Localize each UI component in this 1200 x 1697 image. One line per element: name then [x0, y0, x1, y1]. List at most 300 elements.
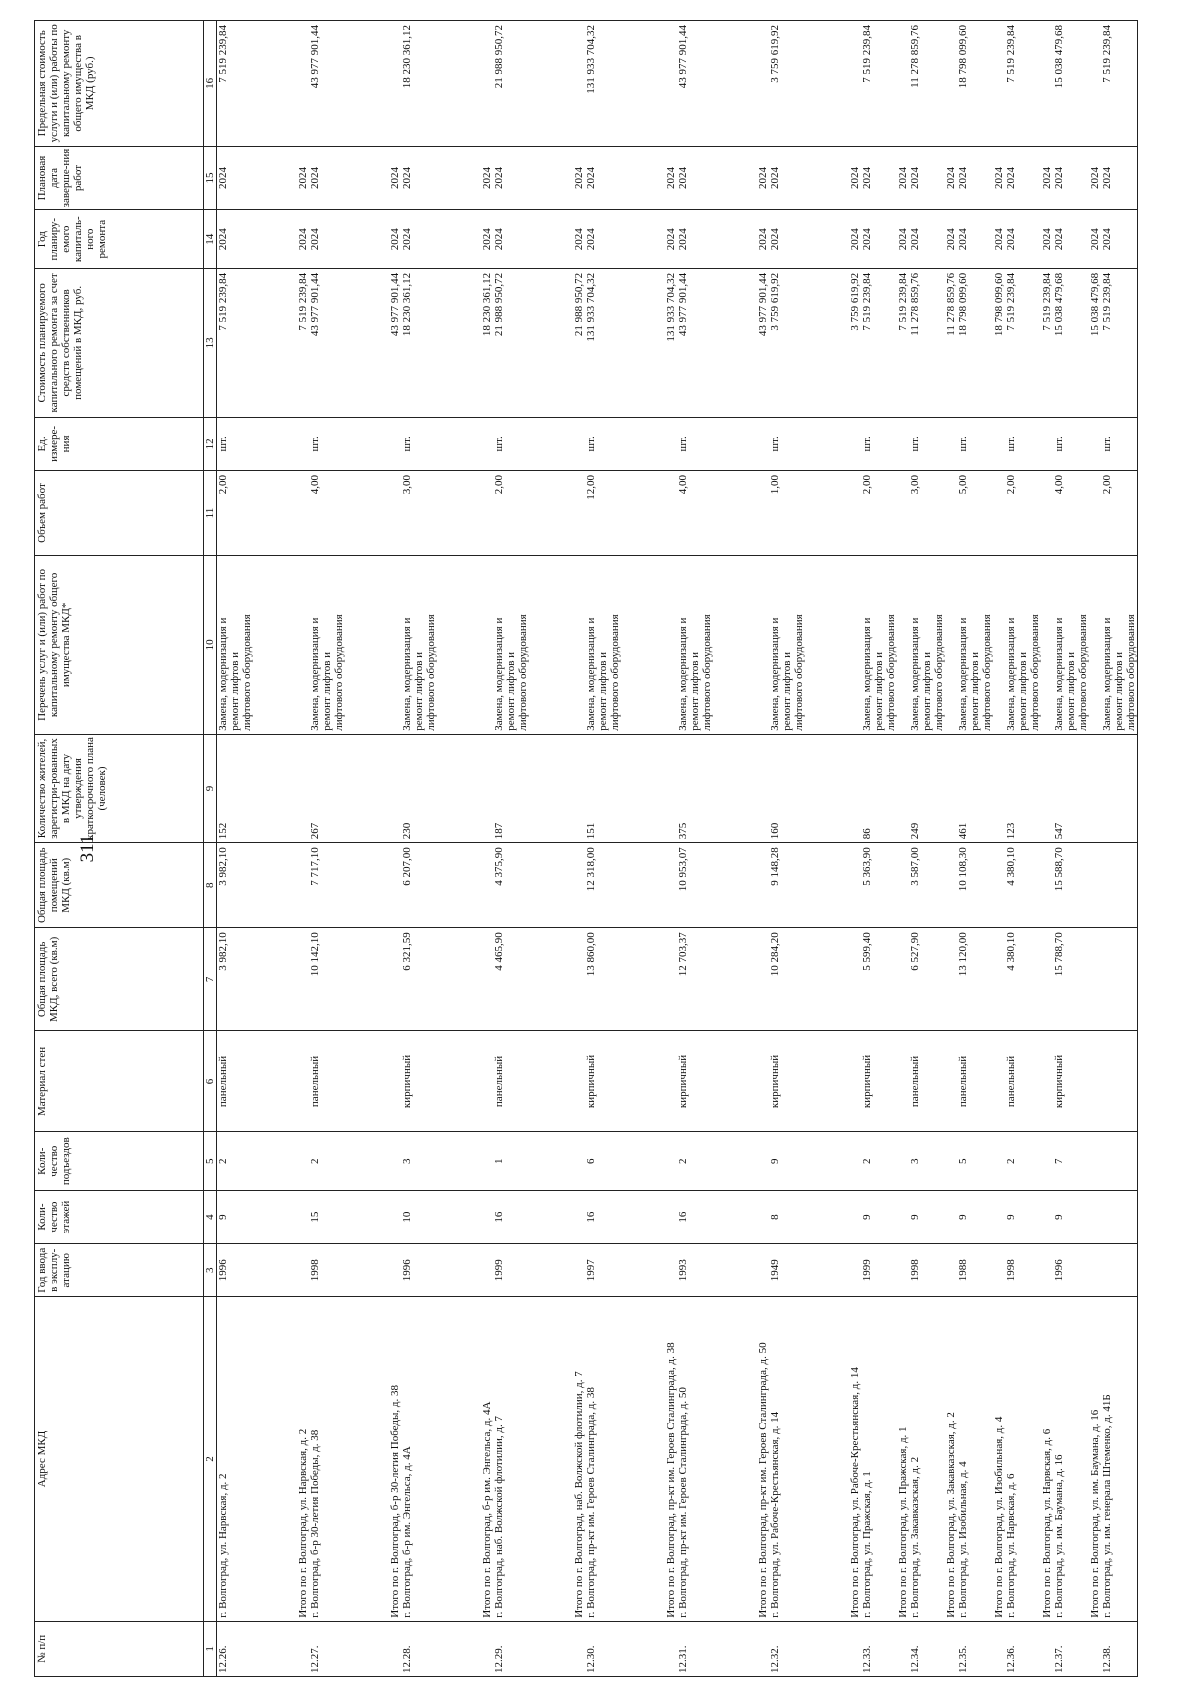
max-cost-cell [1089, 21, 1101, 147]
address-cell [437, 1297, 481, 1621]
cost-cell: 43 977 901,44 [677, 268, 689, 417]
total-area-cell [969, 928, 981, 1031]
work-volume-cell [701, 470, 713, 555]
entrances-cell [481, 1132, 493, 1190]
unit-cell [597, 417, 609, 470]
table-subrow [933, 21, 945, 1677]
wall-material-cell [425, 1031, 437, 1132]
year-cell [713, 1244, 757, 1297]
floors-cell [1017, 1190, 1029, 1243]
cost-cell [933, 268, 945, 417]
repair-year-cell [713, 210, 757, 268]
total-area-cell: 3 982,10 [217, 928, 230, 1031]
entrances-cell [1065, 1132, 1077, 1190]
wall-material-cell [505, 1031, 517, 1132]
total-area-cell [297, 928, 309, 1031]
wall-material-cell [793, 1031, 805, 1132]
completion-year-cell: 2024 [993, 146, 1005, 210]
work-description-cell [437, 556, 481, 735]
total-area-cell [793, 928, 805, 1031]
column-number: 7 [204, 928, 217, 1031]
cost-cell [1065, 268, 1077, 417]
residents-cell [793, 734, 805, 842]
max-cost-cell [241, 21, 253, 147]
table-row [861, 21, 873, 1677]
max-cost-cell [481, 21, 493, 147]
work-volume-cell [969, 470, 981, 555]
work-volume-cell: 12,00 [585, 470, 597, 555]
address-cell [345, 1297, 389, 1621]
work-volume-cell [425, 470, 437, 555]
work-volume-cell: 2,00 [1005, 470, 1017, 555]
wall-material-cell: кирпичный [401, 1031, 413, 1132]
floors-cell: 16 [493, 1190, 505, 1243]
cost-cell [873, 268, 885, 417]
repair-year-cell: 2024 [585, 210, 597, 268]
address-cell [1065, 1297, 1077, 1621]
work-volume-cell [805, 470, 849, 555]
max-cost-cell [437, 21, 481, 147]
total-area-cell: 5 599,40 [861, 928, 873, 1031]
completion-year-cell: 2024 [757, 146, 769, 210]
spacer-row [805, 21, 849, 1677]
address-cell [885, 1297, 897, 1621]
unit-cell: шт. [493, 417, 505, 470]
column-header: Коли-чество этажей [35, 1190, 204, 1243]
unit-cell [481, 417, 493, 470]
wall-material-cell [993, 1031, 1005, 1132]
work-description-cell: лифтового оборудования [981, 556, 993, 735]
address-cell: Итого по г. Волгоград, ул. Изобильная, д. 4 [993, 1297, 1005, 1621]
total-area-cell [689, 928, 701, 1031]
entrances-cell [873, 1132, 885, 1190]
wall-material-cell: кирпичный [769, 1031, 781, 1132]
repair-year-cell: 2024 [849, 210, 861, 268]
repair-year-cell [517, 210, 529, 268]
work-description-cell: лифтового оборудования [1125, 556, 1138, 735]
repair-year-cell [981, 210, 993, 268]
cost-cell [425, 268, 437, 417]
total-area-cell [1065, 928, 1077, 1031]
column-header: Стоимость планируемого капитального ремонта за счет средств собственников помещений в МКД, руб. [35, 268, 204, 417]
max-cost-cell [297, 21, 309, 147]
unit-cell [993, 417, 1005, 470]
cost-cell [413, 268, 425, 417]
floors-cell: 16 [677, 1190, 689, 1243]
unit-cell [713, 417, 757, 470]
address-cell [597, 1297, 609, 1621]
premises-area-cell [849, 843, 861, 928]
column-number: 5 [204, 1132, 217, 1190]
address-cell: г. Волгоград, ул. Нарвская, д. 2 [217, 1297, 230, 1621]
premises-area-cell [229, 843, 241, 928]
floors-cell [805, 1190, 849, 1243]
floors-cell [689, 1190, 701, 1243]
unit-cell: шт. [309, 417, 321, 470]
cost-cell: 7 519 239,84 [297, 268, 309, 417]
year-cell [701, 1244, 713, 1297]
unit-cell [1017, 417, 1029, 470]
work-description-cell [665, 556, 677, 735]
entrances-cell [297, 1132, 309, 1190]
address-cell: г. Волгоград, пр-кт им. Героев Сталинграда, д. 50 [677, 1297, 689, 1621]
completion-year-cell: 2024 [217, 146, 230, 210]
row-number [437, 1621, 481, 1676]
completion-year-cell: 2024 [897, 146, 909, 210]
work-volume-cell [1065, 470, 1077, 555]
column-header: Адрес МКД [35, 1297, 204, 1621]
address-cell: г. Волгоград, ул. Закавказская, д. 2 [909, 1297, 921, 1621]
row-number [229, 1621, 241, 1676]
row-number [993, 1621, 1005, 1676]
entrances-cell [969, 1132, 981, 1190]
repair-year-cell: 2024 [309, 210, 321, 268]
max-cost-cell: 7 519 239,84 [1101, 21, 1113, 147]
premises-area-cell [969, 843, 981, 928]
work-description-cell: ремонт лифтов и [413, 556, 425, 735]
address-cell [1077, 1297, 1089, 1621]
repair-year-cell: 2024 [677, 210, 689, 268]
max-cost-cell [345, 21, 389, 147]
completion-year-cell [921, 146, 933, 210]
unit-cell [1089, 417, 1101, 470]
floors-cell [921, 1190, 933, 1243]
column-header: Перечень услуг и (или) работ по капитальному ремонту общего имущества МКД* [35, 556, 204, 735]
cost-cell [529, 268, 573, 417]
row-number [689, 1621, 701, 1676]
premises-area-cell [945, 843, 957, 928]
floors-cell [1077, 1190, 1089, 1243]
residents-cell [1065, 734, 1077, 842]
total-area-cell [781, 928, 793, 1031]
residents-cell [981, 734, 993, 842]
cost-cell: 131 933 704,32 [585, 268, 597, 417]
residents-cell [897, 734, 909, 842]
wall-material-cell [805, 1031, 849, 1132]
work-description-cell [993, 556, 1005, 735]
table-subrow [897, 21, 909, 1677]
work-description-cell [897, 556, 909, 735]
wall-material-cell [437, 1031, 481, 1132]
cost-cell [505, 268, 517, 417]
floors-cell [389, 1190, 401, 1243]
address-cell [517, 1297, 529, 1621]
floors-cell [665, 1190, 677, 1243]
floors-cell: 9 [1053, 1190, 1065, 1243]
year-cell [1065, 1244, 1077, 1297]
address-cell: г. Волгоград, ул. Нарвская, д. 6 [1005, 1297, 1017, 1621]
column-header: Количество жителей, зарегистри-рованных в МКД на дату утверждения краткосрочного плана (человек) [35, 734, 204, 842]
address-cell [981, 1297, 993, 1621]
wall-material-cell [389, 1031, 401, 1132]
residents-cell [425, 734, 437, 842]
cost-cell [1113, 268, 1125, 417]
work-description-cell: Замена, модернизация и [493, 556, 505, 735]
entrances-cell [1113, 1132, 1125, 1190]
address-cell [621, 1297, 665, 1621]
completion-year-cell [413, 146, 425, 210]
repair-year-cell: 2024 [401, 210, 413, 268]
max-cost-cell [529, 21, 573, 147]
residents-cell [665, 734, 677, 842]
cost-cell [1077, 268, 1089, 417]
wall-material-cell [689, 1031, 701, 1132]
floors-cell [1125, 1190, 1138, 1243]
total-area-cell: 12 703,37 [677, 928, 689, 1031]
year-cell: 1993 [677, 1244, 689, 1297]
total-area-cell [757, 928, 769, 1031]
work-volume-cell [481, 470, 493, 555]
spacer-row [529, 21, 573, 1677]
table-subrow [793, 21, 805, 1677]
work-volume-cell: 2,00 [861, 470, 873, 555]
wall-material-cell [897, 1031, 909, 1132]
max-cost-cell [229, 21, 241, 147]
unit-cell [297, 417, 309, 470]
premises-area-cell: 3 982,10 [217, 843, 230, 928]
row-number [665, 1621, 677, 1676]
premises-area-cell [597, 843, 609, 928]
cost-cell [701, 268, 713, 417]
address-cell: Итого по г. Волгоград, наб. Волжской флотилии, д. 7 [573, 1297, 585, 1621]
table-row [401, 21, 413, 1677]
wall-material-cell [921, 1031, 933, 1132]
year-cell [689, 1244, 701, 1297]
repair-year-cell [1017, 210, 1029, 268]
total-area-cell: 4 380,10 [1005, 928, 1017, 1031]
repair-year-cell [505, 210, 517, 268]
year-cell [757, 1244, 769, 1297]
year-cell [437, 1244, 481, 1297]
floors-cell: 9 [909, 1190, 921, 1243]
completion-year-cell: 2024 [769, 146, 781, 210]
premises-area-cell [529, 843, 573, 928]
max-cost-cell: 18 798 099,60 [957, 21, 969, 147]
max-cost-cell: 11 278 859,76 [909, 21, 921, 147]
work-volume-cell: 4,00 [1053, 470, 1065, 555]
wall-material-cell: панельный [493, 1031, 505, 1132]
premises-area-cell [757, 843, 769, 928]
cost-cell: 7 519 239,84 [217, 268, 230, 417]
address-cell [1125, 1297, 1138, 1621]
total-area-cell [573, 928, 585, 1031]
cost-cell: 11 278 859,76 [909, 268, 921, 417]
year-cell: 1997 [585, 1244, 597, 1297]
floors-cell [345, 1190, 389, 1243]
cost-cell: 18 798 099,60 [957, 268, 969, 417]
premises-area-cell: 7 717,10 [309, 843, 321, 928]
table-subrow [1017, 21, 1029, 1677]
work-volume-cell [437, 470, 481, 555]
floors-cell [1029, 1190, 1041, 1243]
floors-cell [1101, 1190, 1113, 1243]
completion-year-cell [873, 146, 885, 210]
row-number [1077, 1621, 1089, 1676]
residents-cell [597, 734, 609, 842]
year-cell: 1998 [909, 1244, 921, 1297]
work-description-cell: лифтового оборудования [609, 556, 621, 735]
cost-cell: 43 977 901,44 [309, 268, 321, 417]
repair-year-cell [1029, 210, 1041, 268]
floors-cell [885, 1190, 897, 1243]
wall-material-cell [969, 1031, 981, 1132]
unit-cell: шт. [769, 417, 781, 470]
work-volume-cell [253, 470, 297, 555]
entrances-cell: 9 [769, 1132, 781, 1190]
year-cell [885, 1244, 897, 1297]
floors-cell [437, 1190, 481, 1243]
table-subrow [945, 21, 957, 1677]
floors-cell: 10 [401, 1190, 413, 1243]
residents-cell [621, 734, 665, 842]
work-description-cell: лифтового оборудования [701, 556, 713, 735]
floors-cell [425, 1190, 437, 1243]
row-number: 12.32. [769, 1621, 781, 1676]
row-number [609, 1621, 621, 1676]
residents-cell [241, 734, 253, 842]
completion-year-cell: 2024 [849, 146, 861, 210]
work-description-cell [621, 556, 665, 735]
row-number [1089, 1621, 1101, 1676]
floors-cell [897, 1190, 909, 1243]
residents-cell [921, 734, 933, 842]
work-volume-cell: 2,00 [217, 470, 230, 555]
work-description-cell: ремонт лифтов и [321, 556, 333, 735]
completion-year-cell [713, 146, 757, 210]
row-number [1065, 1621, 1077, 1676]
total-area-cell [229, 928, 241, 1031]
year-cell [333, 1244, 345, 1297]
row-number: 12.36. [1005, 1621, 1017, 1676]
wall-material-cell: кирпичный [677, 1031, 689, 1132]
floors-cell [781, 1190, 793, 1243]
address-cell: Итого по г. Волгоград, ул. им. Баумана, д. 16 [1089, 1297, 1101, 1621]
address-cell: Итого по г. Волгоград, б-р им. Энгельса, д. 4А [481, 1297, 493, 1621]
total-area-cell [885, 928, 897, 1031]
row-number: 12.35. [957, 1621, 969, 1676]
year-cell [921, 1244, 933, 1297]
row-number: 12.27. [309, 1621, 321, 1676]
total-area-cell [1041, 928, 1053, 1031]
unit-cell [1113, 417, 1125, 470]
repair-year-cell [933, 210, 945, 268]
residents-cell: 187 [493, 734, 505, 842]
total-area-cell: 6 527,90 [909, 928, 921, 1031]
floors-cell [945, 1190, 957, 1243]
repair-year-cell [1077, 210, 1089, 268]
cost-cell: 43 977 901,44 [389, 268, 401, 417]
premises-area-cell [1089, 843, 1101, 928]
table-subrow [597, 21, 609, 1677]
table-subrow [781, 21, 793, 1677]
entrances-cell [921, 1132, 933, 1190]
premises-area-cell [505, 843, 517, 928]
max-cost-cell [505, 21, 517, 147]
column-number: 10 [204, 556, 217, 735]
unit-cell [425, 417, 437, 470]
address-cell [229, 1297, 241, 1621]
total-area-cell [505, 928, 517, 1031]
premises-area-cell [241, 843, 253, 928]
premises-area-cell: 12 318,00 [585, 843, 597, 928]
floors-cell [609, 1190, 621, 1243]
row-number [333, 1621, 345, 1676]
repair-year-cell [321, 210, 333, 268]
work-volume-cell [849, 470, 861, 555]
wall-material-cell [1077, 1031, 1089, 1132]
work-description-cell: ремонт лифтов и [1065, 556, 1077, 735]
year-cell [609, 1244, 621, 1297]
work-description-cell: лифтового оборудования [1029, 556, 1041, 735]
work-volume-cell [529, 470, 573, 555]
floors-cell [229, 1190, 241, 1243]
cost-cell [437, 268, 481, 417]
address-cell: г. Волгоград, ул. им. генерала Штеменко, д. 41Б [1101, 1297, 1113, 1621]
floors-cell [517, 1190, 529, 1243]
entrances-cell [609, 1132, 621, 1190]
unit-cell [981, 417, 993, 470]
unit-cell [253, 417, 297, 470]
residents-cell: 267 [309, 734, 321, 842]
year-cell: 1998 [309, 1244, 321, 1297]
premises-area-cell: 10 108,30 [957, 843, 969, 928]
table-row [1101, 21, 1113, 1677]
work-description-cell: Замена, модернизация и [769, 556, 781, 735]
year-cell [481, 1244, 493, 1297]
residents-cell: 152 [217, 734, 230, 842]
completion-year-cell [321, 146, 333, 210]
floors-cell [793, 1190, 805, 1243]
max-cost-cell [757, 21, 769, 147]
unit-cell [1041, 417, 1053, 470]
work-description-cell [529, 556, 573, 735]
max-cost-cell [701, 21, 713, 147]
residents-cell: 230 [401, 734, 413, 842]
completion-year-cell: 2024 [945, 146, 957, 210]
total-area-cell [413, 928, 425, 1031]
work-description-cell: лифтового оборудования [241, 556, 253, 735]
work-volume-cell: 2,00 [1101, 470, 1113, 555]
address-cell: г. Волгоград, ул. Пражская, д. 1 [861, 1297, 873, 1621]
work-description-cell: Замена, модернизация и [217, 556, 230, 735]
floors-cell [529, 1190, 573, 1243]
repair-year-cell: 2024 [1101, 210, 1113, 268]
premises-area-cell [413, 843, 425, 928]
entrances-cell [321, 1132, 333, 1190]
column-number-row [204, 21, 217, 1677]
repair-year-cell: 2024 [769, 210, 781, 268]
unit-cell [517, 417, 529, 470]
table-subrow [849, 21, 861, 1677]
max-cost-cell [425, 21, 437, 147]
residents-cell: 151 [585, 734, 597, 842]
repair-year-cell [1065, 210, 1077, 268]
residents-cell [849, 734, 861, 842]
floors-cell [1089, 1190, 1101, 1243]
unit-cell: шт. [909, 417, 921, 470]
repair-year-cell: 2024 [1005, 210, 1017, 268]
total-area-cell: 4 465,90 [493, 928, 505, 1031]
total-area-cell [873, 928, 885, 1031]
row-number [933, 1621, 945, 1676]
premises-area-cell [609, 843, 621, 928]
table-subrow [873, 21, 885, 1677]
work-description-cell [1089, 556, 1101, 735]
column-number: 4 [204, 1190, 217, 1243]
max-cost-cell [333, 21, 345, 147]
unit-cell: шт. [585, 417, 597, 470]
entrances-cell [1101, 1132, 1113, 1190]
